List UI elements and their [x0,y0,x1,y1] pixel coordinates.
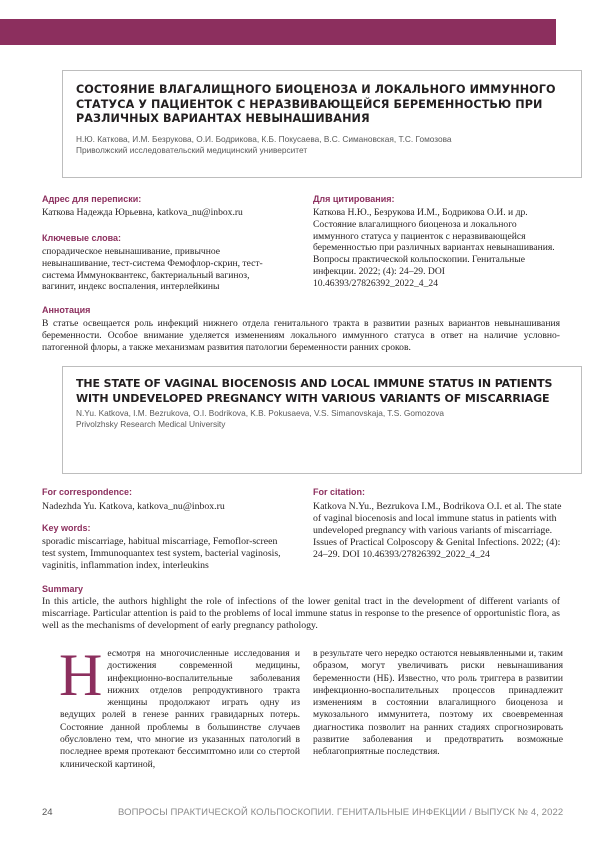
en-summary-text: In this article, the authors highlight the role of infections of the lower genital tract in the development of different variants of miscarriage. Particular attention is paid to the problems of local immune status in response to the presence of opportunistic flora, as well as the mechanisms of development of early pregnancy pathology. [42,596,560,632]
en-institution: Privolzhsky Research Medical University [76,419,226,429]
en-keywords-label: Key words: [42,523,91,533]
ru-keywords-text: спорадическое невынашивание, привычное невынашивание, тест-система Фемофлор-скрин, тест-система Иммуноквантекс, бактериальный вагиноз, вагинит, индекс воспаления, интерлейкины [42,246,263,293]
ru-correspondence-label: Адрес для переписки: [42,194,142,204]
ru-correspondence-text: Каткова Надежда Юрьевна, katkova_nu@inbox.ru [42,207,243,218]
en-keywords-text: sporadic miscarriage, habitual miscarriage, Femoflor-screen test system, Immunoquantex test system, bacterial vaginosis, vaginitis, inflammation index, interleukins [42,536,281,571]
ru-citation-label: Для цитирования: [313,194,395,204]
journal-running-title: ВОПРОСЫ ПРАКТИЧЕСКОЙ КОЛЬПОСКОПИИ. ГЕНИТАЛЬНЫЕ ИНФЕКЦИИ / ВЫПУСК № 4, 2022 [118,807,564,818]
ru-article-title: СОСТОЯНИЕ ВЛАГАЛИЩНОГО БИОЦЕНОЗА И ЛОКАЛЬНОГО ИММУННОГО СТАТУСА У ПАЦИЕНТОК С НЕРАЗВИВАЮЩЕЙСЯ БЕРЕМЕННОСТЬЮ ПРИ РАЗЛИЧНЫХ ВАРИАНТАХ НЕВЫНАШИВАНИЯ [76,83,556,125]
en-article-title: THE STATE OF VAGINAL BIOCENOSIS AND LOCAL IMMUNE STATUS IN PATIENTS WITH UNDEVELOPED PREGNANCY WITH VARIOUS VARIANTS OF MISCARRIAGE [76,377,553,405]
en-citation-label: For citation: [313,487,365,497]
ru-keywords-label: Ключевые слова: [42,233,122,243]
en-correspondence-text: Nadezhda Yu. Katkova, katkova_nu@inbox.ru [42,501,225,512]
en-summary-label: Summary [42,584,84,594]
en-authors: N.Yu. Katkova, I.M. Bezrukova, O.I. Bodrikova, K.B. Pokusaeva, V.S. Simanovskaja, T.S. Gomozova [76,408,444,418]
ru-citation-text: Каткова Н.Ю., Безрукова И.М., Бодрикова О.И. и др. Состояние влагалищного биоценоза и локального иммунного статуса у пациенток с неразвивающейся беременностью при различных вариантах невынашивания. Вопросы практической кольпоскопии. Генитальные инфекции. 2022; (4): 24–29. DOI 10.46393/27826392_2022_4_24 [313,207,555,289]
page-number: 24 [42,807,53,818]
ru-summary-label: Аннотация [42,305,91,315]
header-color-bar [0,19,556,45]
body-column-1 [59,642,300,771]
en-correspondence-label: For correspondence: [42,487,133,497]
ru-authors: Н.Ю. Каткова, И.М. Безрукова, О.И. Бодрикова, К.Б. Покусаева, В.С. Симановская, Т.С. Гомозова [76,134,452,144]
ru-summary-text: В статье освещается роль инфекций нижнего отдела генитального тракта в развитии разных вариантов невынашивания беременности. Особое внимание уделяется изменениям локального иммунного статуса в ответ на наличие условно-патогенной флоры, а также механизмам развития патологии беременности ранних сроков. [42,318,560,354]
ru-institution: Приволжский исследовательский медицинский университет [76,145,308,155]
body-column-1-text: есмотря на многочисленные исследования и достижения современной медицины, инфекционно-воспалительные заболевания нижних отделов репродуктивного тракта женщины продолжают играть одну из ведущих ролей в генезе ранних гравидарных потерь. Состояние данной проблемы в большинстве случаев обусловлено тем, что многие из указанных патологий в последнее время протекают бессимптомно или со стертой клинической картиной, [60,648,300,770]
en-citation-text: Katkova N.Yu., Bezrukova I.M., Bodrikova O.I. et al. The state of vaginal biocenosis and local immune status in patients with undeveloped pregnancy with various variants of miscarriage. Issues of Practical Colposcopy & Genital Infections. 2022; (4): 24–29. DOI 10.46393/27826392_2022_4_24 [313,501,562,560]
body-column-2: в результате чего нередко остаются невыявленными и, таким образом, могут увеличивать риски невынашивания беременности (НБ). Известно, что роль триггера в развитии инфекционно-воспалительных процессов принадлежит изменениям в состоянии влагалищного биоценоза и мукозального иммунитета, поэтому их своевременная диагностика позволит на ранних стадиях спрогнозировать развитие заболевания и предотвратить возможные неблагоприятные последствия. [313,648,563,758]
dropcap-letter: Н [59,642,103,708]
